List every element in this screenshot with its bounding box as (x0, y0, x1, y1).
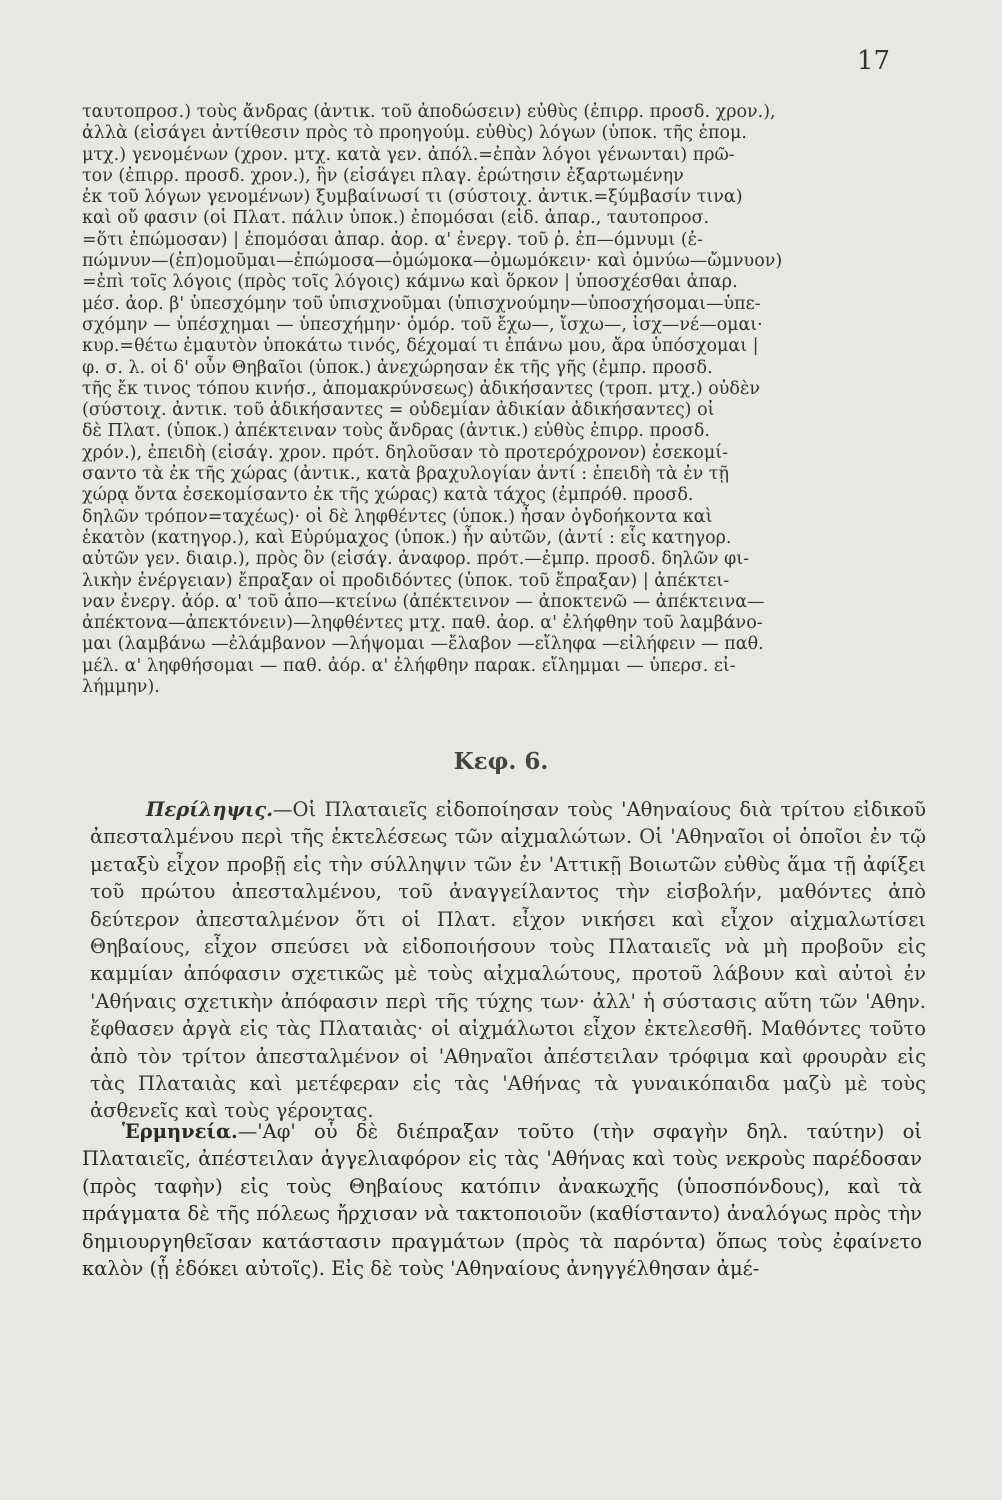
commentary-line: ἐκ τοῦ λόγων γενομένων) ξυμβαίνωσί τι (σύστοιχ. ἀντικ.=ξύμβασίν τινα) (82, 187, 743, 208)
commentary-line: αὐτῶν γεν. διαιρ.), πρὸς ὃν (εἰσάγ. ἀναφορ. πρότ.—ἐμπρ. προσδ. δηλῶν φι- (82, 549, 750, 570)
commentary-line: μαι (λαμβάνω —ἐλάμβανον —λήψομαι —ἔλαβον —εἴληφα —εἰλήφειν — παθ. (82, 634, 764, 655)
commentary-line: τον (ἐπιρρ. προσδ. χρον.), ἣν (εἰσάγει πλαγ. ἐρώτησιν ἐξαρτωμένην (82, 165, 684, 186)
commentary-line: ἀπέκτονα—ἀπεκτόνειν)—ληφθέντες μτχ. παθ. ἀορ. α' ἐλήφθην τοῦ λαμβάνο- (82, 613, 763, 634)
commentary-line: μτχ.) γενομένων (χρον. μτχ. κατὰ γεν. ἀπόλ.=ἐπὰν λόγοι γένωνται) πρῶ- (82, 144, 735, 165)
commentary-line: χρόν.), ἐπειδὴ (εἰσάγ. χρον. πρότ. δηλοῦσαν τὸ προτερόχρονον) ἐσεκομί- (82, 442, 728, 463)
interpretation-text: —'Αφ' οὗ δὲ διέπραξαν τοῦτο (τὴν σφαγὴν δηλ. ταύτην) οἱ Πλαταιεῖς, ἀπέστειλαν ἀγγελιαφόρον εἰς τὰς 'Αθήνας καὶ τοὺς νεκροὺς παρέδοσαν (πρὸς ταφὴν) εἰς τοὺς Θηβαίους κατόπιν ἀνακωχῆς (ὑποσπόνδους), καὶ τὰ πράγματα δὲ τῆς πόλεως ἤρχισαν νὰ τακτοποιοῦν (καθίσταντο) ἀναλόγως πρὸς τὴν δημιουργηθεῖσαν κατάστασιν πραγμάτων (πρὸς τὰ παρόντα) ὅπως τοὺς ἐφαίνετο καλὸν (ᾗ ἐδόκει αὐτοῖς). Εἰς δὲ τοὺς 'Αθηναίους ἀνηγγέλθησαν ἀμέ- (82, 1120, 922, 1281)
commentary-line: χώρᾳ ὄντα ἐσεκομίσαντο ἐκ τῆς χώρας) κατὰ τάχος (ἐμπρόθ. προσδ. (82, 485, 694, 506)
summary-section (90, 796, 926, 1125)
commentary-line: (σύστοιχ. ἀντικ. τοῦ ἀδικήσαντες = οὐδεμίαν ἀδικίαν ἀδικήσαντες) οἱ (82, 400, 715, 421)
commentary-line: πώμνυν—(ἐπ)ομοῦμαι—ἐπώμοσα—ὀμώμοκα—ὀμωμόκειν· καὶ ὀμνύω—ὤμνυον) (82, 251, 783, 272)
summary-heading: Περίληψις. (146, 798, 273, 821)
commentary-line: δηλῶν τρόπον=ταχέως)· οἱ δὲ ληφθέντες (ὑποκ.) ἦσαν ὀγδοήκοντα καὶ (82, 506, 713, 527)
summary-paragraph (90, 796, 926, 1125)
interpretation-section (82, 1118, 922, 1282)
commentary-line: μέλ. α' ληφθήσομαι — παθ. ἀόρ. α' ἐλήφθην παρακ. εἴλημμαι — ὑπερσ. εἰ- (82, 655, 736, 676)
commentary-line: μέσ. ἀορ. β' ὑπεσχόμην τοῦ ὑπισχνοῦμαι (ὑπισχνούμην—ὑποσχήσομαι—ὑπε- (82, 293, 761, 314)
commentary-line: =ὅτι ἐπώμοσαν) | ἐπομόσαι ἀπαρ. ἀορ. α' ἐνεργ. τοῦ ῥ. ἐπ—όμνυμι (ἐ- (82, 229, 703, 250)
interpretation-paragraph (82, 1118, 922, 1282)
interpretation-heading: Ἑρμηνεία. (122, 1120, 238, 1143)
commentary-line: καὶ οὔ φασιν (οἱ Πλατ. πάλιν ὑποκ.) ἐπομόσαι (εἰδ. ἀπαρ., ταυτοπροσ. (82, 208, 710, 229)
commentary-line: ἀλλὰ (εἰσάγει ἀντίθεσιν πρὸς τὸ προηγούμ. εὐθὺς) λόγων (ὑποκ. τῆς ἑπομ. (82, 123, 747, 144)
commentary-line: ἑκατὸν (κατηγορ.), καὶ Εὐρύμαχος (ὑποκ.) ἦν αὐτῶν, (ἀντί : εἷς κατηγορ. (82, 527, 732, 548)
commentary-line: δὲ Πλατ. (ὑποκ.) ἀπέκτειναν τοὺς ἄνδρας (ἀντικ.) εὐθὺς ἐπιρρ. προσδ. (82, 421, 710, 442)
commentary-line: σαντο τὰ ἐκ τῆς χώρας (ἀντικ., κατὰ βραχυλογίαν ἀντί : ἐπειδὴ τὰ ἐν τῇ (82, 464, 729, 485)
commentary-line: λικὴν ἐνέργειαν) ἔπραξαν οἱ προδιδόντες (ὑποκ. τοῦ ἔπραξαν) | ἀπέκτει- (82, 570, 730, 591)
chapter-title: Κεφ. 6. (453, 748, 549, 775)
commentary-line: φ. σ. λ. οἱ δ' οὖν Θηβαῖοι (ὑποκ.) ἀνεχώρησαν ἐκ τῆς γῆς (ἐμπρ. προσδ. (82, 357, 713, 378)
commentary-line: ταυτοπροσ.) τοὺς ἄνδρας (ἀντικ. τοῦ ἀποδώσειν) εὐθὺς (ἐπιρρ. προσδ. χρον.), (82, 102, 776, 122)
commentary-line: ναν ἐνεργ. ἀόρ. α' τοῦ ἀπο—κτείνω (ἀπέκτεινον — ἀποκτενῶ — ἀπέκτεινα— (82, 591, 765, 612)
commentary-line: λήμμην). (82, 677, 160, 698)
summary-text: —Οἱ Πλαταιεῖς εἰδοποίησαν τοὺς 'Αθηναίους διὰ τρίτου εἰδικοῦ ἀπεσταλμένου περὶ τῆς ἐκτελέσεως τῶν αἰχμαλώτων. Οἱ 'Αθηναῖοι οἱ ὁποῖοι ἐν τῷ μεταξὺ εἶχον προβῇ εἰς τὴν σύλληψιν τῶν ἐν 'Αττικῇ Βοιωτῶν εὐθὺς ἅμα τῇ ἀφίξει τοῦ πρώτου ἀπεσταλμένου, τοῦ ἀναγγείλαντος τὴν εἰσβολήν, μαθόντες ἀπὸ δεύτερον ἀπεσταλμένον ὅτι οἱ Πλατ. εἶχον νικήσει καὶ εἶχον αἰχμαλωτίσει Θηβαίους, εἶχον σπεύσει νὰ εἰδοποιήσουν τοὺς Πλαταιεῖς νὰ μὴ προβοῦν εἰς καμμίαν ἀπόφασιν σχετικῶς μὲ τοὺς αἰχμαλώτους, προτοῦ λάβουν καὶ αὐτοὶ ἐν 'Αθήναις σχετικὴν ἀπόφασιν περὶ τῆς τύχης των· ἀλλ' ἡ σύστασις αὕτη τῶν 'Αθην. ἔφθασεν ἀργὰ εἰς τὰς Πλαταιὰς· οἱ αἰχμάλωτοι εἶχον ἐκτελεσθῆ. Μαθόντες τοῦτο ἀπὸ τὸν τρίτον ἀπεσταλμένον οἱ 'Αθηναῖοι ἀπέστειλαν τρόφιμα καὶ φρουρὰν εἰς τὰς Πλαταιὰς καὶ μετέφεραν εἰς τὰς 'Αθήνας τὰ γυναικόπαιδα μαζὺ μὲ τοὺς ἀσθενεῖς καὶ τοὺς γέροντας. (90, 798, 926, 1123)
commentary-line: τῆς ἔκ τινος τόπου κινήσ., ἀπομακρύνσεως) ἀδικήσαντες (τροπ. μτχ.) οὐδὲν (82, 378, 760, 399)
grammatical-commentary (82, 102, 922, 698)
commentary-line: =ἐπὶ τοῖς λόγοις (πρὸς τοῖς λόγοις) κάμνω καὶ ὅρκον | ὑποσχέσθαι ἀπαρ. (82, 272, 738, 293)
commentary-line: κυρ.=θέτω ἐμαυτὸν ὑποκάτω τινός, δέχομαί τι ἐπάνω μου, ἄρα ὑπόσχομαι | (82, 336, 759, 357)
page-number: 17 (856, 46, 890, 76)
commentary-line: σχόμην — ὑπέσχημαι — ὑπεσχήμην· ὁμόρ. τοῦ ἔχω—, ἴσχω—, ἰσχ—νέ—ομαι· (82, 314, 763, 335)
